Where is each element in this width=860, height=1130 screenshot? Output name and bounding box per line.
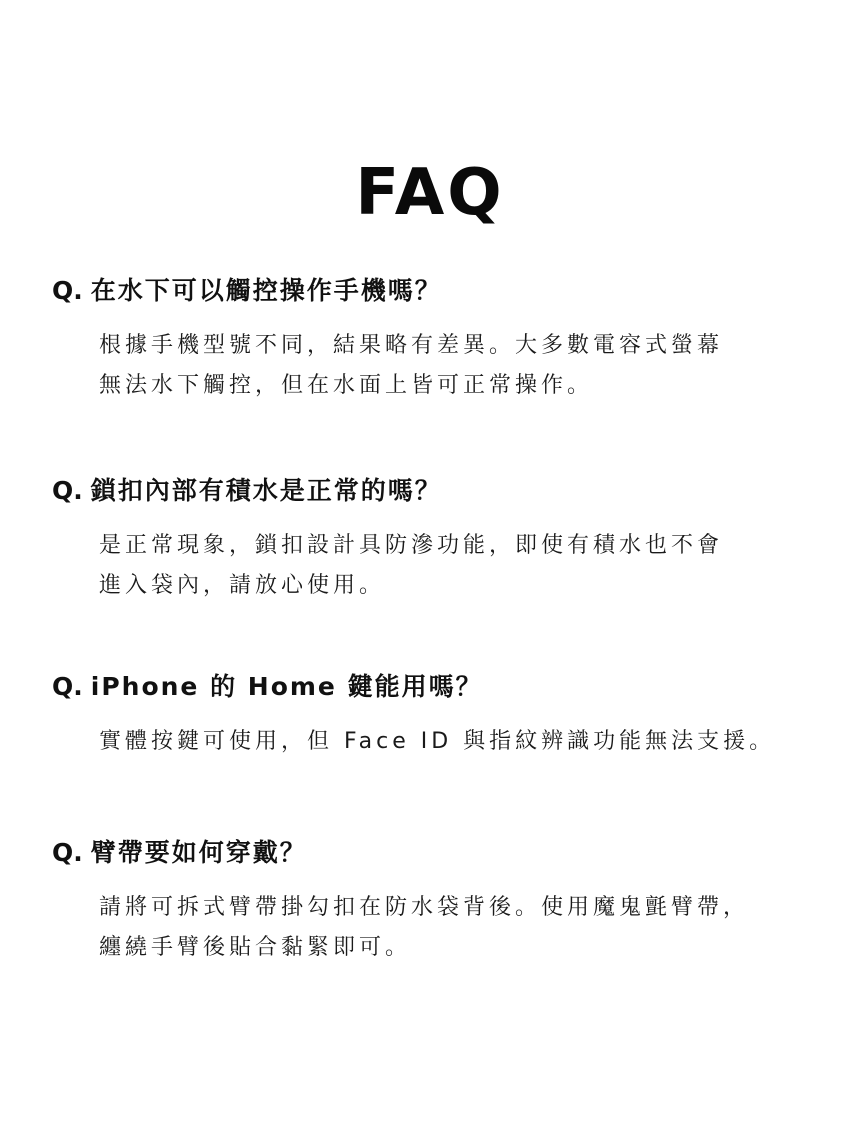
- faq-question: [52, 836, 812, 870]
- question-text: 在水下可以觸控操作手機嗎？: [90, 276, 442, 305]
- question-text: 鎖扣內部有積水是正常的嗎？: [90, 476, 442, 505]
- faq-item-water-in-clasp: [52, 474, 812, 606]
- question-prefix: Q.: [52, 838, 83, 867]
- faq-answer: [99, 888, 812, 968]
- question-text: 臂帶要如何穿戴？: [90, 838, 307, 867]
- faq-question: [52, 274, 812, 308]
- faq-question: [52, 670, 812, 704]
- question-prefix: Q.: [52, 672, 83, 701]
- faq-answer: [99, 722, 812, 762]
- faq-item-touch-underwater: [52, 274, 812, 406]
- faq-question: [52, 474, 812, 508]
- page-title: FAQ: [355, 155, 505, 230]
- answer-line: 是正常現象，鎖扣設計具防滲功能，即使有積水也不會: [99, 533, 724, 558]
- answer-line: 請將可拆式臂帶掛勾扣在防水袋背後。使用魔鬼氈臂帶，: [99, 895, 750, 920]
- answer-line: 實體按鍵可使用，但 Face ID 與指紋辨識功能無法支援。: [99, 729, 776, 754]
- answer-line: 根據手機型號不同，結果略有差異。大多數電容式螢幕: [99, 333, 724, 358]
- answer-line: 無法水下觸控，但在水面上皆可正常操作。: [99, 373, 594, 398]
- question-prefix: Q.: [52, 276, 83, 305]
- faq-item-armband: [52, 836, 812, 968]
- faq-item-home-button: [52, 670, 812, 762]
- faq-answer: [99, 326, 812, 406]
- faq-answer: [99, 526, 812, 606]
- question-prefix: Q.: [52, 476, 83, 505]
- answer-line: 纏繞手臂後貼合黏緊即可。: [99, 935, 412, 960]
- answer-line: 進入袋內，請放心使用。: [99, 573, 386, 598]
- question-text: iPhone 的 Home 鍵能用嗎？: [90, 672, 483, 701]
